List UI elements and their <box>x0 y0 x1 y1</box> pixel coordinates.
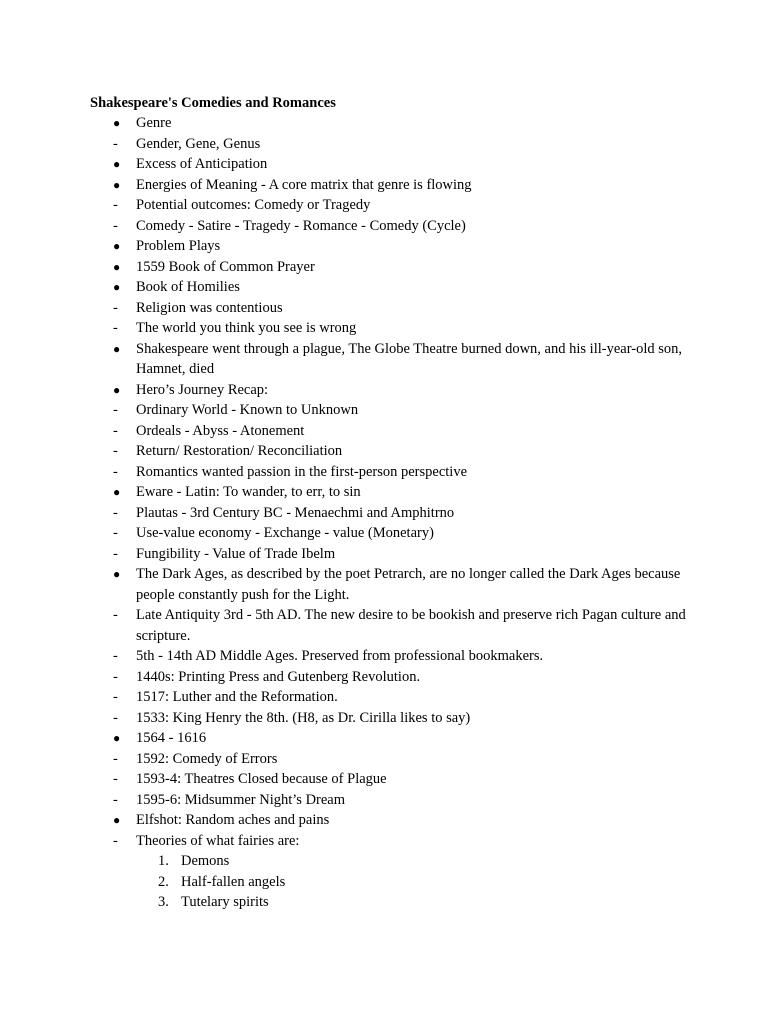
dash-marker: - <box>113 135 118 152</box>
note-text: Energies of Meaning - A core matrix that genre is flowing <box>136 176 472 193</box>
note-text: Gender, Gene, Genus <box>136 135 261 152</box>
note-item <box>0 749 768 770</box>
note-text: Romantics wanted passion in the first-person perspective <box>136 463 468 480</box>
note-item <box>0 195 768 216</box>
note-item <box>0 708 768 729</box>
number-marker: 3. <box>158 894 169 910</box>
note-text: Ordinary World - Known to Unknown <box>136 402 359 418</box>
notes-list <box>0 113 768 913</box>
note-item <box>0 667 768 688</box>
note-item <box>0 400 768 421</box>
note-item <box>0 462 768 483</box>
dash-marker: - <box>113 299 118 316</box>
note-item <box>0 277 768 298</box>
note-item <box>0 134 768 155</box>
note-text: 1533: King Henry the 8th. (H8, as Dr. Cirilla likes to say) <box>136 709 471 726</box>
dash-marker: - <box>113 791 118 808</box>
bullet-marker: ● <box>113 239 121 253</box>
note-text: Late Antiquity 3rd - 5th AD. The new desire to be bookish and preserve rich Pagan culture and scripture. <box>136 607 686 644</box>
dash-marker: - <box>113 443 118 459</box>
dash-marker: - <box>113 197 118 213</box>
note-item <box>0 790 768 811</box>
note-item <box>0 544 768 565</box>
note-text: 1517: Luther and the Reformation. <box>136 689 338 705</box>
note-item <box>0 298 768 319</box>
number-marker: 2. <box>158 873 169 890</box>
note-item <box>0 564 768 605</box>
subitem-text: Half-fallen angels <box>181 873 286 890</box>
bullet-marker: ● <box>113 382 121 397</box>
note-item <box>0 421 768 442</box>
note-item <box>0 175 768 196</box>
note-item <box>0 831 768 852</box>
bullet-marker: ● <box>113 731 121 745</box>
note-text: 1595-6: Midsummer Night’s Dream <box>136 791 346 808</box>
note-item <box>0 646 768 667</box>
dash-marker: - <box>113 422 118 439</box>
dash-marker: - <box>113 832 118 849</box>
bullet-marker: ● <box>113 259 121 274</box>
note-text: 1593-4: Theatres Closed because of Plague <box>136 771 387 787</box>
subitem-text: Tutelary spirits <box>181 894 269 910</box>
note-item <box>0 380 768 401</box>
note-text: Ordeals - Abyss - Atonement <box>136 422 305 439</box>
note-item <box>0 236 768 257</box>
note-text: Use-value economy - Exchange - value (Monetary) <box>136 525 434 541</box>
bullet-marker: ● <box>113 157 121 171</box>
note-text: Return/ Restoration/ Reconciliation <box>136 443 343 459</box>
note-item <box>0 728 768 749</box>
note-text: Comedy - Satire - Tragedy - Romance - Comedy (Cycle) <box>136 217 466 234</box>
note-text: Shakespeare went through a plague, The Globe Theatre burned down, and his ill-year-old son, Hamnet, died <box>136 340 682 377</box>
note-item <box>0 605 768 646</box>
bullet-marker: ● <box>113 567 121 581</box>
note-item <box>0 810 768 831</box>
note-text: 1559 Book of Common Prayer <box>136 258 315 275</box>
note-item <box>0 482 768 503</box>
dash-marker: - <box>113 648 118 664</box>
note-text: Fungibility - Value of Trade Ibelm <box>136 545 336 562</box>
note-text: 1592: Comedy of Errors <box>136 750 278 767</box>
note-text: Book of Homilies <box>136 279 240 295</box>
document-title: Shakespeare's Comedies and Romances <box>90 95 336 111</box>
note-item <box>0 318 768 339</box>
dash-marker: - <box>113 750 118 767</box>
note-item <box>0 154 768 175</box>
bullet-marker: ● <box>113 177 121 192</box>
note-text: Genre <box>136 115 172 131</box>
note-item <box>0 687 768 708</box>
note-text: 1564 - 1616 <box>136 730 207 746</box>
dash-marker: - <box>113 463 118 480</box>
note-text: The Dark Ages, as described by the poet Petrarch, are no longer called the Dark Ages because people constantly push for the Light. <box>136 566 681 603</box>
bullet-marker: ● <box>113 341 121 356</box>
bullet-marker: ● <box>113 116 121 130</box>
note-text: Theories of what fairies are: <box>136 832 300 849</box>
note-text: Religion was contentious <box>136 299 283 316</box>
note-text: 5th - 14th AD Middle Ages. Preserved from professional bookmakers. <box>136 648 544 664</box>
note-item <box>0 769 768 790</box>
dash-marker: - <box>113 320 118 336</box>
note-item <box>0 216 768 237</box>
note-item <box>0 113 768 134</box>
number-marker: 1. <box>158 853 169 869</box>
subitem-text: Demons <box>181 853 230 869</box>
note-text: Elfshot: Random aches and pains <box>136 812 330 828</box>
note-text: Problem Plays <box>136 238 221 254</box>
numbered-subitem <box>0 892 768 913</box>
note-text: Potential outcomes: Comedy or Tragedy <box>136 197 371 213</box>
dash-marker: - <box>113 689 118 705</box>
dash-marker: - <box>113 217 118 234</box>
dash-marker: - <box>113 525 118 541</box>
dash-marker: - <box>113 504 118 521</box>
dash-marker: - <box>113 771 118 787</box>
note-text: Eware - Latin: To wander, to err, to sin <box>136 484 361 500</box>
note-text: Excess of Anticipation <box>136 156 268 172</box>
note-item <box>0 339 768 380</box>
note-item <box>0 257 768 278</box>
numbered-subitem <box>0 872 768 893</box>
note-text: The world you think you see is wrong <box>136 320 357 336</box>
dash-marker: - <box>113 607 118 623</box>
bullet-marker: ● <box>113 280 121 294</box>
note-item <box>0 523 768 544</box>
dash-marker: - <box>113 545 118 562</box>
note-text: Hero’s Journey Recap: <box>136 381 269 398</box>
dash-marker: - <box>113 402 118 418</box>
note-item <box>0 441 768 462</box>
dash-marker: - <box>113 709 118 726</box>
dash-marker: - <box>113 668 118 685</box>
note-item <box>0 503 768 524</box>
note-text: Plautas - 3rd Century BC - Menaechmi and Amphitrno <box>136 504 455 521</box>
note-text: 1440s: Printing Press and Gutenberg Revolution. <box>136 668 421 685</box>
numbered-subitem <box>0 851 768 872</box>
bullet-marker: ● <box>113 813 121 827</box>
bullet-marker: ● <box>113 485 121 499</box>
